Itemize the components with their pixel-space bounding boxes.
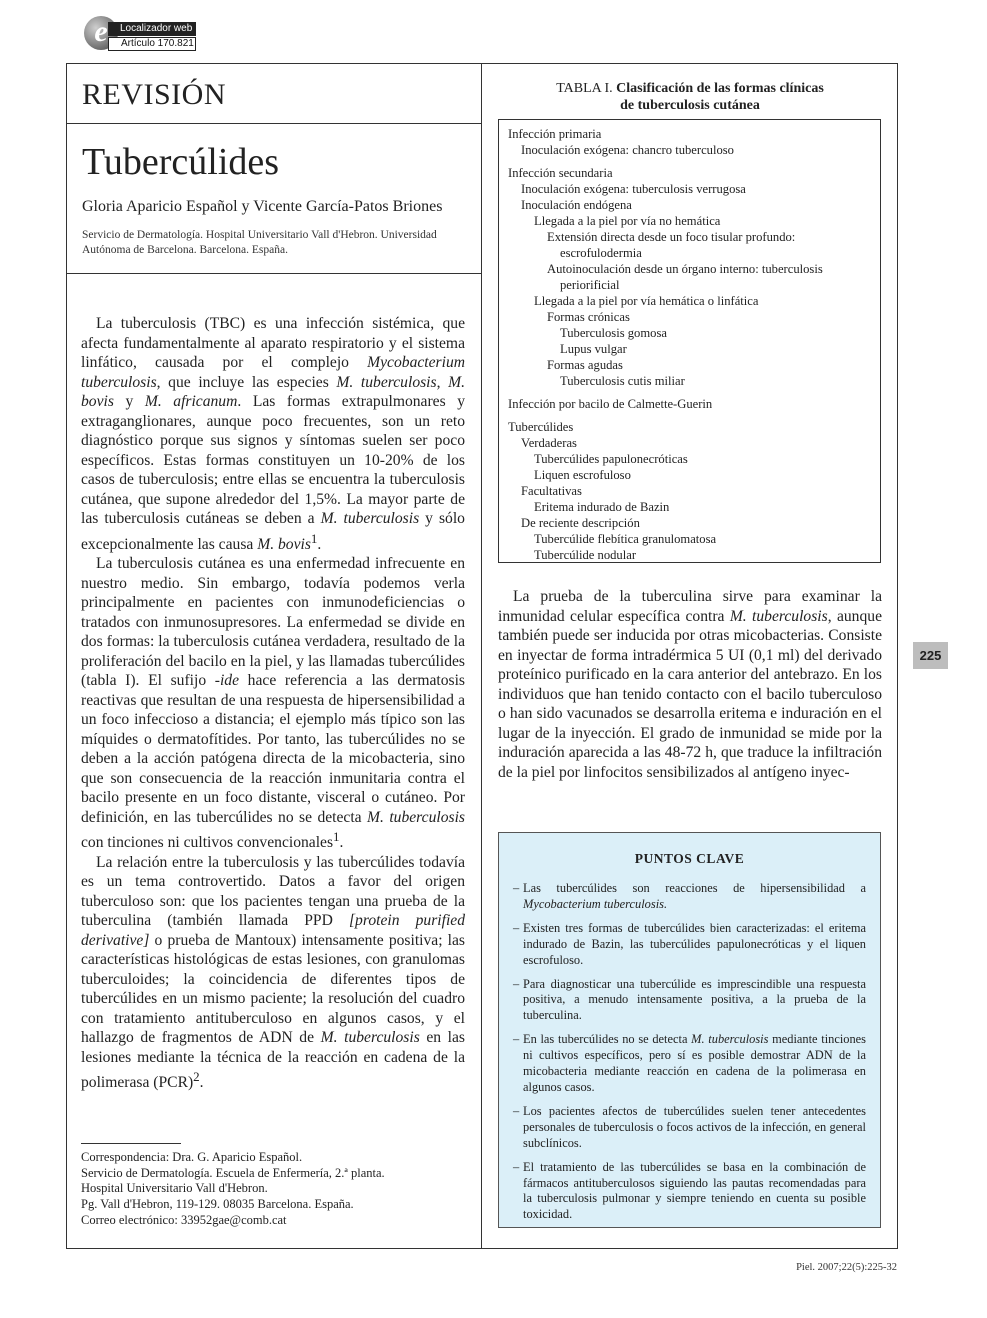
correspondence-line: Servicio de Dermatología. Escuela de Enfermería, 2.ª planta. bbox=[81, 1165, 385, 1180]
correspondence-line: Hospital Universitario Vall d'Hebron. bbox=[81, 1181, 268, 1196]
table-row: Llegada a la piel por vía hemática o linfática bbox=[534, 294, 759, 308]
species-name: M. tuberculosis bbox=[336, 373, 437, 391]
species-name: Mycobacterium tuberculosis bbox=[81, 354, 465, 391]
dash-bullet: – bbox=[513, 1032, 520, 1047]
table-row: Tubercúlides papulonecróticas bbox=[534, 452, 688, 466]
table-row: Tubercúlide nodular bbox=[534, 548, 637, 562]
column-divider bbox=[481, 63, 482, 1249]
key-point bbox=[513, 1032, 866, 1096]
dash-bullet: – bbox=[513, 920, 520, 935]
reference-superscript: 1 bbox=[333, 829, 340, 845]
table-row: Verdaderas bbox=[521, 436, 577, 450]
table-row: Inoculación exógena: tuberculosis verrugosa bbox=[521, 182, 746, 196]
text: La tuberculosis (TBC) es una infección sistémica, que afecta fundamentalmente al aparato respiratorio y el sistema linfático, causada por el complejo bbox=[81, 315, 465, 371]
paragraph-4 bbox=[498, 587, 882, 782]
reference-superscript: 2 bbox=[193, 1069, 200, 1085]
article-header bbox=[67, 64, 481, 274]
table-row: Formas agudas bbox=[547, 358, 623, 372]
table-spacer bbox=[508, 158, 880, 165]
logo-e-icon: e bbox=[84, 16, 118, 50]
species-name: M. tuberculosis bbox=[691, 1032, 769, 1047]
text: . bbox=[339, 834, 344, 852]
paragraph-3 bbox=[81, 853, 465, 1093]
table-row: Inoculación exógena: chancro tuberculoso bbox=[521, 143, 734, 157]
species-name: M. tuberculosis bbox=[367, 808, 465, 826]
footnote-rule bbox=[81, 1143, 181, 1144]
species-name: M. bovis bbox=[257, 535, 311, 553]
table-row: Lupus vulgar bbox=[560, 342, 627, 356]
key-point bbox=[513, 881, 866, 913]
species-name: M. tuberculosis bbox=[320, 1029, 420, 1047]
dash-bullet: – bbox=[513, 881, 520, 895]
author-affiliation: Servicio de Dermatología. Hospital Universitario Vall d'Hebron. Universidad Autónoma de Barcelona. Barcelona. España. bbox=[82, 229, 437, 256]
text: y bbox=[113, 393, 145, 410]
table-spacer bbox=[508, 412, 880, 419]
table-row: De reciente descripción bbox=[521, 516, 640, 530]
key-point bbox=[513, 921, 866, 969]
localizador-web-logo bbox=[84, 14, 204, 54]
text: , bbox=[436, 373, 449, 391]
table-row: Tubercúlides bbox=[508, 420, 574, 434]
text: con tinciones ni cultivos convencionales bbox=[81, 834, 334, 852]
text: hace referencia a las dermatosis reactivas que resultan de una respuesta de hipersensibilidad a un foco infeccioso a distancia; el ejemplo más típico son las míquides o dermatofítides. Por tanto, las tubercúlides no se deben a la acción patógena directa de la micobacteria, sino que son consecuencia de la reacción inmunitaria contra el bacilo presente en un foco distante, visceral o cutáneo. Por definición, en las tubercúlides no se detecta bbox=[81, 672, 465, 826]
title-block bbox=[67, 124, 481, 274]
text: , que incluye las especies bbox=[156, 373, 337, 391]
species-name: M. tuberculosis bbox=[320, 510, 420, 527]
text: La tuberculosis cutánea es una enfermedad infrecuente en nuestro medio. Sin embargo, todavía podemos verla principalmente en pacientes con inmunodeficiencias o tratados con inmunosupresores. La enfermedad se divide en dos formas: la tuberculosis cutánea verdadera, resultado de la proliferación del bacilo en la piel, y las llamadas tubercúlides (tabla I). El sufijo bbox=[81, 555, 465, 690]
article-title: Tubercúlides bbox=[82, 141, 280, 183]
body-text-right bbox=[498, 587, 882, 782]
article-authors: Gloria Aparicio Español y Vicente García-Patos Briones bbox=[82, 198, 443, 215]
text: Para diagnosticar una tubercúlide es imprescindible una respuesta positiva, a menudo intensamente positiva, a la prueba de la tuberculina. bbox=[523, 976, 866, 1023]
species-name: Mycobacterium tuberculosis. bbox=[523, 896, 668, 911]
correspondence-email: Correo electrónico: 33952gae@comb.cat bbox=[81, 1212, 287, 1227]
paragraph-1 bbox=[81, 314, 465, 554]
dash-bullet: – bbox=[513, 976, 520, 991]
text: , aunque también puede ser inducida por otras micobacterias. Consiste en inyectar de forma intradérmica 5 UI (0,1 ml) del derivado proteínico purificado en la cara anterior del antebrazo. En los individuos que han tenido contacto con el bacilo tuberculoso o han sido vacunados se desarrolla eritema e induración en el lugar de la inyección. El grado de inmunidad se mide por la induración aparecida a las 48-72 h, que traduce la infiltración de la piel por linfocitos sensibilizados al antígeno inyec- bbox=[498, 607, 882, 781]
text: Existen tres formas de tubercúlides bien caracterizadas: el eritema indurado de Bazin, las tubercúlides papulonecróticas y el liquen escrofuloso. bbox=[523, 920, 866, 967]
text: Los pacientes afectos de tubercúlides suelen tener antecedentes personales de tuberculosis o focos activos de la infección, en general subclínicos. bbox=[523, 1103, 866, 1150]
text: . Las formas extrapulmonares y extraganglionares, aunque poco frecuentes, son un reto diagnóstico porque sus signos y síntomas suelen ser poco específicos. Estas formas constituyen un 10-20% de los casos de tuberculosis; entre ellas se encuentra la tuberculosis cutánea, que supone alrededor del 1,5%. La mayor parte de las tuberculosis cutáneas se deben a bbox=[81, 393, 466, 527]
suffix-term: -ide bbox=[214, 672, 240, 690]
text: en las lesiones mediante la técnica de la reacción en cadena de la polimerasa (PCR) bbox=[81, 1029, 465, 1092]
page-number: 225 bbox=[913, 642, 948, 669]
table-spacer bbox=[508, 389, 880, 396]
key-point bbox=[513, 1104, 866, 1152]
table-label: TABLA I. bbox=[556, 81, 613, 96]
correspondence-line: Pg. Vall d'Hebron, 119-129. 08035 Barcelona. España. bbox=[81, 1197, 354, 1212]
text: . bbox=[199, 1074, 204, 1092]
paragraph-2 bbox=[81, 554, 465, 853]
table-title: Clasificación de las formas clínicas bbox=[616, 81, 824, 96]
journal-citation: Piel. 2007;22(5):225-32 bbox=[796, 1262, 897, 1273]
text: La prueba de la tuberculina sirve para examinar la inmunidad celular específica contra bbox=[498, 588, 882, 625]
key-points-box bbox=[498, 832, 881, 1228]
table-row: Tubercúlide flebítica granulomatosa bbox=[534, 532, 717, 546]
table-row: Formas crónicas bbox=[547, 310, 630, 324]
text: En las tubercúlides no se detecta bbox=[523, 1032, 692, 1047]
species-name: M. africanum bbox=[144, 393, 238, 410]
english-term: [protein purified derivative] bbox=[81, 912, 466, 949]
table-row: Infección secundaria bbox=[508, 166, 613, 180]
table-row: Llegada a la piel por vía no hemática bbox=[534, 214, 721, 228]
text: . bbox=[317, 535, 322, 553]
text: mediante tinciones ni cultivos específicos, pero sí es posible demostrar ADN de la micobacteria mediante reacción en cadena de la polimerasa en algunos casos. bbox=[523, 1032, 866, 1094]
text: y sólo excepcionalmente las causa bbox=[81, 510, 465, 553]
reference-superscript: 1 bbox=[310, 530, 318, 546]
text: o prueba de Mantoux) intensamente positiva; las características histológicas de estas lesiones, con granulomas tuberculoides; la coincidencia de diferentes tipos de tubercúlides en un mismo paciente; la resolución del cuadro con tratamiento antituberculoso en algunos casos, y el hallazgo de fragmentos de ADN de bbox=[81, 931, 465, 1047]
table-row: Extensión directa desde un foco tisular profundo: bbox=[547, 230, 796, 244]
key-point bbox=[513, 977, 866, 1025]
dash-bullet: – bbox=[513, 1103, 520, 1118]
table-row: Tuberculosis cutis miliar bbox=[560, 374, 685, 388]
table-row: Tuberculosis gomosa bbox=[560, 326, 667, 340]
table-title-cont: de tuberculosis cutánea bbox=[620, 98, 760, 113]
table-row: periorificial bbox=[560, 278, 620, 292]
key-point bbox=[513, 1160, 866, 1224]
table-row: Infección primaria bbox=[508, 127, 602, 141]
table-row: Facultativas bbox=[521, 484, 582, 498]
correspondence-line: Correspondencia: Dra. G. Aparicio Español. bbox=[81, 1150, 303, 1164]
article-number: Artículo 170.821 bbox=[108, 37, 196, 51]
species-name: M. tuberculosis bbox=[729, 607, 828, 625]
body-text bbox=[81, 314, 465, 1093]
table-row: Inoculación endógena bbox=[521, 198, 632, 212]
classification-table bbox=[498, 119, 881, 563]
correspondence bbox=[81, 1150, 465, 1229]
table-row: escrofulodermia bbox=[560, 246, 642, 260]
dash-bullet: – bbox=[513, 1159, 520, 1174]
text: El tratamiento de las tubercúlides se basa en la combinación de fármacos antituberculosos siguiendo las pautas recomendadas para la tuberculosis pulmonar y siempre teniendo en cuenta su posible toxicidad. bbox=[523, 1159, 866, 1222]
text: Las tubercúlides son reacciones de hipersensibilidad a bbox=[523, 881, 866, 895]
logo-label: Localizador web bbox=[108, 22, 196, 36]
table-row: Eritema indurado de Bazin bbox=[534, 500, 670, 514]
table-row: Liquen escrofuloso bbox=[534, 468, 631, 482]
key-points-title: PUNTOS CLAVE bbox=[634, 851, 745, 866]
section-label: REVISIÓN bbox=[67, 64, 481, 124]
table-row: Autoinoculación desde un órgano interno: tuberculosis bbox=[547, 262, 823, 276]
species-name: M. bovis bbox=[81, 373, 466, 410]
text: La relación entre la tuberculosis y las tubercúlides todavía es un tema controvertido. Datos a favor del origen tuberculoso son: que los pacientes tengan una prueba de la tuberculina (también llamada PPD bbox=[81, 853, 465, 930]
table-caption bbox=[498, 80, 882, 114]
table-row: Infección por bacilo de Calmette-Guerin bbox=[508, 397, 713, 411]
